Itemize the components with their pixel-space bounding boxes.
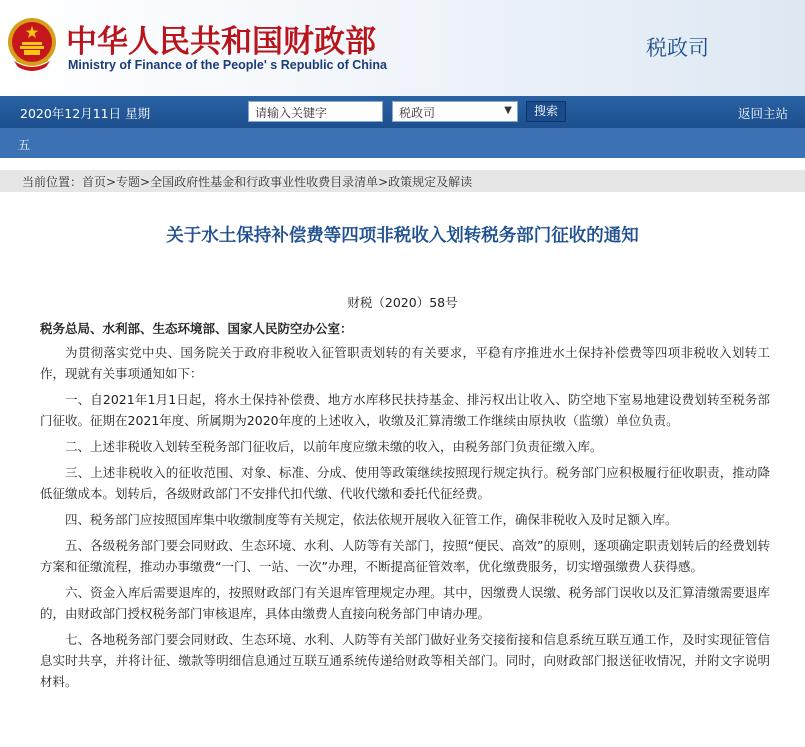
document-number: 财税（2020）58号 (347, 295, 458, 310)
department-name: 税政司 (646, 36, 709, 60)
paragraph: 四、税务部门应按照国库集中收缴制度等有关规定，依法依规开展收入征管工作，确保非税收入及时足额入库。 (65, 512, 678, 527)
search-scope-select[interactable] (392, 101, 518, 122)
paragraph: 为贯彻落实党中央、国务院关于政府非税收入征管职责划转的有关要求，平稳有序推进水土保持补偿费等四项非税收入划转工作，现就有关事项通知如下： (40, 345, 770, 381)
breadcrumb[interactable]: 当前位置：首页>专题>全国政府性基金和行政事业性收费目录清单>政策规定及解读 (22, 175, 473, 189)
salutation: 税务总局、水利部、生态环境部、国家人民防空办公室： (40, 321, 353, 336)
search-scope-value: 税政司 (399, 106, 436, 120)
breadcrumb-bar (0, 170, 805, 192)
top-navbar (0, 96, 805, 128)
paragraph: 一、自2021年1月1日起，将水土保持补偿费、地方水库移民扶持基金、排污权出让收入、防空地下室易地建设费划转至税务部门征收。征期在2021年度、所属期为2020年度的上述收入，收缴及汇算清缴工作继续由原执收（监缴）单位负责。 (40, 392, 770, 428)
article-body (40, 318, 770, 697)
return-home-link[interactable]: 返回主站 (738, 106, 789, 121)
chevron-down-icon: ▼ (504, 105, 512, 116)
search-button[interactable]: 搜索 (526, 101, 566, 122)
spacer (0, 158, 805, 170)
paragraph: 二、上述非税收入划转至税务部门征收后，以前年度应缴未缴的收入，由税务部门负责征缴入库。 (65, 439, 603, 454)
paragraph: 五、各级税务部门要会同财政、生态环境、水利、人防等有关部门，按照“便民、高效”的原则，逐项确定职责划转后的经费划转方案和征缴流程，推动办事缴费“一门、一站、一次”办理，不断提高征管效率，优化缴费服务，切实增强缴费人获得感。 (40, 538, 770, 574)
search-input[interactable]: 请输入关键字 (248, 101, 383, 122)
paragraph: 七、各地税务部门要会同财政、生态环境、水利、人防等有关部门做好业务交接衔接和信息系统互联互通工作，及时实现征管信息实时共享，并将计征、缴款等明细信息通过互联互通系统传递给财政等相关部门。同时，向财政部门报送征收情况，并附文字说明材料。 (40, 632, 770, 689)
current-date: 2020年12月11日 星期 (20, 106, 151, 121)
ministry-name-en: Ministry of Finance of the People' s Republic of China (68, 58, 387, 72)
ministry-name-cn: 中华人民共和国财政部 (66, 24, 376, 60)
article-title: 关于水土保持补偿费等四项非税收入划转税务部门征收的通知 (166, 226, 639, 246)
paragraph: 三、上述非税收入的征收范围、对象、标准、分成、使用等政策继续按照现行规定执行。税务部门应积极履行征收职责，推动降低征缴成本。划转后，各级财政部门不安排代扣代缴、代收代缴和委托代征经费。 (40, 465, 770, 501)
subbar-text: 五 (18, 138, 31, 152)
national-emblem-icon (6, 15, 58, 73)
paragraph: 六、资金入库后需要退库的，按照财政部门有关退库管理规定办理。其中，因缴费人误缴、税务部门误收以及汇算清缴需要退库的，由财政部门授权税务部门审核退库，具体由缴费人直接向税务部门申请办理。 (40, 585, 770, 621)
site-header (0, 0, 805, 96)
secondary-navbar (0, 128, 805, 158)
